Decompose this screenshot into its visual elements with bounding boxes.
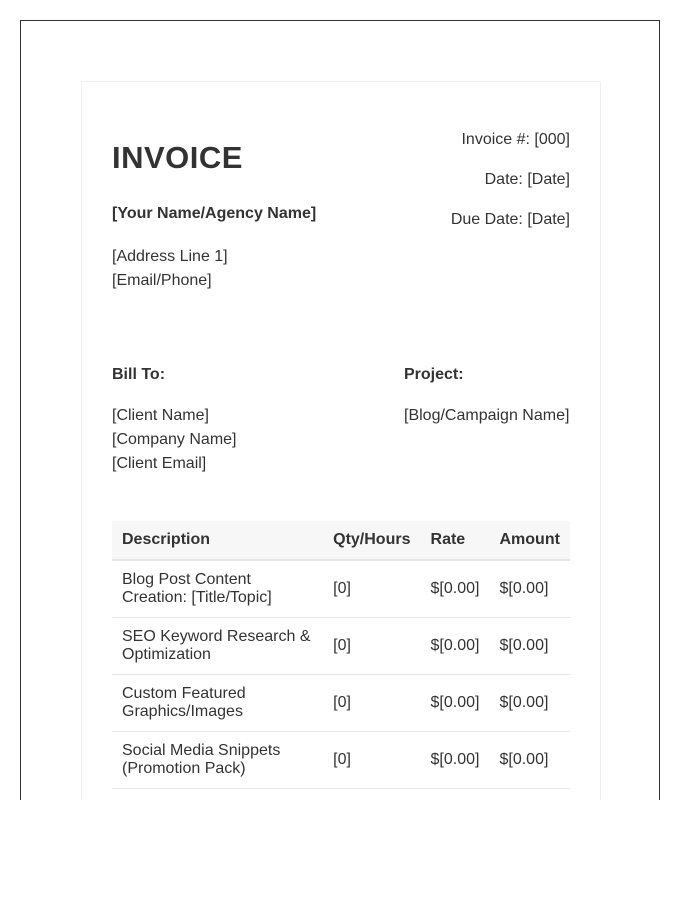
company-name: [Company Name] <box>112 431 237 448</box>
row-amount: $[0.00] <box>489 732 570 789</box>
row-qty: [0] <box>323 732 420 789</box>
invoice-date: Date: [Date] <box>484 171 570 188</box>
row-qty: [0] <box>323 675 420 732</box>
bill-to-heading: Bill To: <box>112 366 166 383</box>
sender-contact-line: [Email/Phone] <box>112 272 212 289</box>
line-items-table <box>112 521 570 789</box>
row-description: Social Media Snippets (Promotion Pack) <box>112 732 323 789</box>
row-rate: $[0.00] <box>421 675 490 732</box>
invoice-number: Invoice #: [000] <box>461 131 570 148</box>
row-qty: [0] <box>323 560 420 618</box>
document-frame <box>20 20 660 800</box>
header-amount: Amount <box>489 521 570 560</box>
table-row <box>112 732 570 789</box>
row-amount: $[0.00] <box>489 560 570 618</box>
invoice-due-date: Due Date: [Date] <box>450 211 570 228</box>
header-qty: Qty/Hours <box>323 521 420 560</box>
client-email: [Client Email] <box>112 455 207 472</box>
invoice-title: INVOICE <box>112 140 243 175</box>
row-description: SEO Keyword Research & Optimization <box>112 618 323 675</box>
row-description: Custom Featured Graphics/Images <box>112 675 323 732</box>
sender-address-line: [Address Line 1] <box>112 248 228 265</box>
client-name: [Client Name] <box>112 407 209 424</box>
invoice-sheet <box>81 81 601 800</box>
sender-name: [Your Name/Agency Name] <box>112 205 317 222</box>
table-header-row <box>112 521 570 560</box>
sender-details <box>112 245 228 293</box>
row-rate: $[0.00] <box>421 618 490 675</box>
row-amount: $[0.00] <box>489 618 570 675</box>
row-rate: $[0.00] <box>421 560 490 618</box>
table-row <box>112 618 570 675</box>
project-name: [Blog/Campaign Name] <box>404 407 570 424</box>
bill-to-details <box>112 404 237 476</box>
row-qty: [0] <box>323 618 420 675</box>
header-description: Description <box>112 521 323 560</box>
project-heading: Project: <box>404 366 464 383</box>
invoice-meta <box>451 130 570 250</box>
header-rate: Rate <box>421 521 490 560</box>
row-rate: $[0.00] <box>421 732 490 789</box>
table-row <box>112 675 570 732</box>
row-amount: $[0.00] <box>489 675 570 732</box>
table-row <box>112 560 570 618</box>
row-description: Blog Post Content Creation: [Title/Topic] <box>112 560 323 618</box>
